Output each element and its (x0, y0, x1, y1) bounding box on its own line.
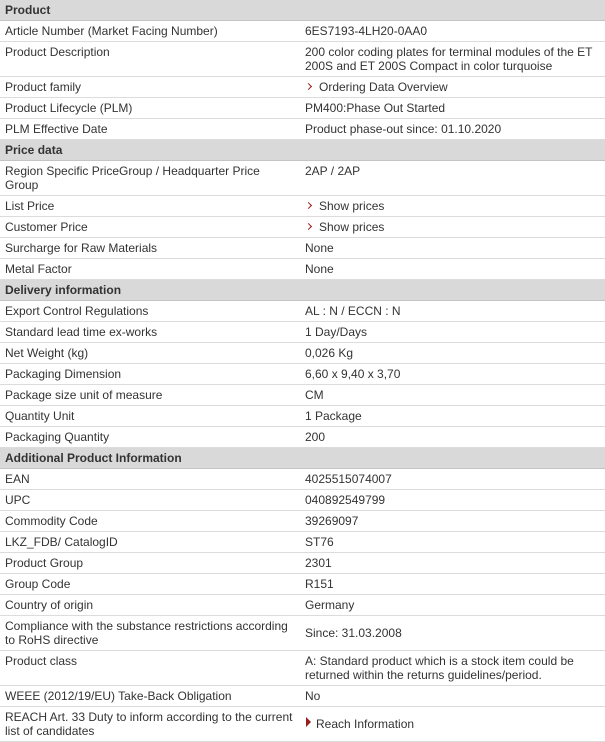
label-region-pricegroup: Region Specific PriceGroup / Headquarter Price Group (0, 161, 300, 196)
label-country-of-origin: Country of origin (0, 595, 300, 616)
label-net-weight: Net Weight (kg) (0, 343, 300, 364)
value-package-unit: CM (300, 385, 605, 406)
row-metal-factor (0, 259, 605, 280)
row-product-family (0, 77, 605, 98)
label-packaging-quantity: Packaging Quantity (0, 427, 300, 448)
row-ean (0, 469, 605, 490)
value-ean: 4025515074007 (300, 469, 605, 490)
row-region-pricegroup (0, 161, 605, 196)
section-header-additional: Additional Product Information (0, 448, 605, 469)
section-header-price: Price data (0, 140, 605, 161)
link-show-list-prices[interactable] (300, 196, 605, 217)
label-weee: WEEE (2012/19/EU) Take-Back Obligation (0, 686, 300, 707)
label-product-family: Product family (0, 77, 300, 98)
value-product-description: 200 color coding plates for terminal modules of the ET 200S and ET 200S Compact in color turquoise (300, 42, 605, 77)
link-ordering-data-overview-text[interactable]: Ordering Data Overview (319, 80, 448, 94)
link-show-list-prices-text[interactable]: Show prices (319, 199, 385, 213)
value-group-code: R151 (300, 574, 605, 595)
row-packaging-dimension (0, 364, 605, 385)
value-packaging-dimension: 6,60 x 9,40 x 3,70 (300, 364, 605, 385)
label-package-unit: Package size unit of measure (0, 385, 300, 406)
row-rohs (0, 616, 605, 651)
value-lead-time: 1 Day/Days (300, 322, 605, 343)
label-quantity-unit: Quantity Unit (0, 406, 300, 427)
value-weee: No (300, 686, 605, 707)
label-product-description: Product Description (0, 42, 300, 77)
value-export-control: AL : N / ECCN : N (300, 301, 605, 322)
row-article-number (0, 21, 605, 42)
row-catalog-id (0, 532, 605, 553)
value-catalog-id: ST76 (300, 532, 605, 553)
label-group-code: Group Code (0, 574, 300, 595)
link-reach-information-text[interactable]: Reach Information (316, 717, 415, 731)
label-surcharge: Surcharge for Raw Materials (0, 238, 300, 259)
chevron-right-icon (305, 223, 312, 230)
value-plm-effective-date: Product phase-out since: 01.10.2020 (300, 119, 605, 140)
row-group-code (0, 574, 605, 595)
link-ordering-data-overview[interactable] (300, 77, 605, 98)
label-export-control: Export Control Regulations (0, 301, 300, 322)
value-metal-factor: None (300, 259, 605, 280)
label-product-lifecycle: Product Lifecycle (PLM) (0, 98, 300, 119)
value-country-of-origin: Germany (300, 595, 605, 616)
row-lead-time (0, 322, 605, 343)
row-product-group (0, 553, 605, 574)
label-plm-effective-date: PLM Effective Date (0, 119, 300, 140)
row-upc (0, 490, 605, 511)
value-product-lifecycle: PM400:Phase Out Started (300, 98, 605, 119)
row-packaging-quantity (0, 427, 605, 448)
triangle-right-icon (306, 717, 311, 727)
section-product (0, 0, 605, 21)
label-catalog-id: LKZ_FDB/ CatalogID (0, 532, 300, 553)
row-plm-effective-date (0, 119, 605, 140)
row-product-class (0, 651, 605, 686)
row-product-description (0, 42, 605, 77)
link-reach-information[interactable] (300, 707, 605, 742)
value-packaging-quantity: 200 (300, 427, 605, 448)
section-delivery (0, 280, 605, 301)
row-net-weight (0, 343, 605, 364)
value-commodity-code: 39269097 (300, 511, 605, 532)
row-quantity-unit (0, 406, 605, 427)
label-upc: UPC (0, 490, 300, 511)
row-list-price (0, 196, 605, 217)
label-ean: EAN (0, 469, 300, 490)
row-export-control (0, 301, 605, 322)
label-article-number: Article Number (Market Facing Number) (0, 21, 300, 42)
row-weee (0, 686, 605, 707)
row-surcharge (0, 238, 605, 259)
value-net-weight: 0,026 Kg (300, 343, 605, 364)
value-quantity-unit: 1 Package (300, 406, 605, 427)
section-additional (0, 448, 605, 469)
row-product-lifecycle (0, 98, 605, 119)
section-header-delivery: Delivery information (0, 280, 605, 301)
label-product-group: Product Group (0, 553, 300, 574)
value-article-number: 6ES7193-4LH20-0AA0 (300, 21, 605, 42)
label-metal-factor: Metal Factor (0, 259, 300, 280)
label-customer-price: Customer Price (0, 217, 300, 238)
row-country-of-origin (0, 595, 605, 616)
label-commodity-code: Commodity Code (0, 511, 300, 532)
chevron-right-icon (305, 83, 312, 90)
label-list-price: List Price (0, 196, 300, 217)
value-surcharge: None (300, 238, 605, 259)
link-show-customer-prices[interactable] (300, 217, 605, 238)
label-reach: REACH Art. 33 Duty to inform according to the current list of candidates (0, 707, 300, 742)
value-product-class: A: Standard product which is a stock item could be returned within the returns guidelines/period. (300, 651, 605, 686)
label-packaging-dimension: Packaging Dimension (0, 364, 300, 385)
section-header-product: Product (0, 0, 605, 21)
section-price (0, 140, 605, 161)
value-product-group: 2301 (300, 553, 605, 574)
chevron-right-icon (305, 202, 312, 209)
row-customer-price (0, 217, 605, 238)
value-region-pricegroup: 2AP / 2AP (300, 161, 605, 196)
row-commodity-code (0, 511, 605, 532)
label-product-class: Product class (0, 651, 300, 686)
label-rohs: Compliance with the substance restrictions according to RoHS directive (0, 616, 300, 651)
link-show-customer-prices-text[interactable]: Show prices (319, 220, 385, 234)
value-upc: 040892549799 (300, 490, 605, 511)
row-package-unit (0, 385, 605, 406)
label-lead-time: Standard lead time ex-works (0, 322, 300, 343)
row-reach (0, 707, 605, 742)
value-rohs: Since: 31.03.2008 (300, 616, 605, 651)
